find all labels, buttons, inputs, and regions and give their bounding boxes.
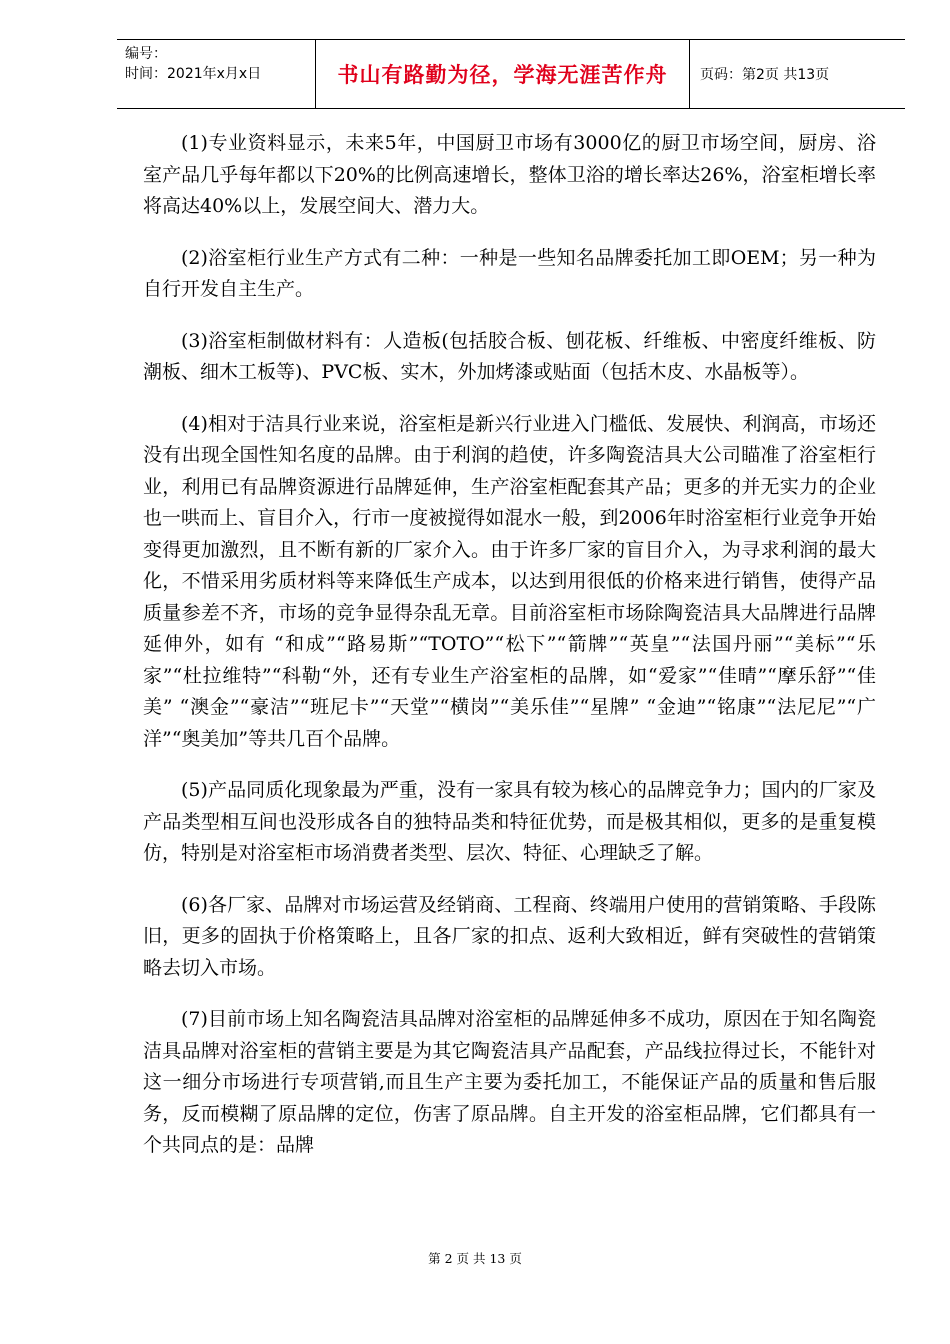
header-page-label: 页码：第2页 共13页 — [700, 67, 830, 83]
document-time-label: 时间：2021年x月x日 — [125, 66, 262, 82]
page-header — [117, 39, 905, 109]
page-footer: 第 2 页 共 13 页 — [428, 1251, 522, 1266]
header-slogan: 书山有路勤为径，学海无涯苦作舟 — [337, 63, 668, 87]
paragraph-6: (6)各厂家、品牌对市场运营及经销商、工程商、终端用户使用的营销策略、手段陈旧，更多的固执于价格策略上，且各厂家的扣点、返利大致相近，鲜有突破性的营销策略去切入市场。 — [143, 893, 876, 979]
paragraph-1: (1)专业资料显示，未来5年，中国厨卫市场有3000亿的厨卫市场空间，厨房、浴室产品几乎每年都以下20%的比例高速增长，整体卫浴的增长率达26%，浴室柜增长率将高达40%以上，发展空间大、潜力大。 — [143, 132, 876, 217]
paragraph-3: (3)浴室柜制做材料有：人造板(包括胶合板、刨花板、纤维板、中密度纤维板、防潮板、细木工板等)、PVC板、实木，外加烤漆或贴面（包括木皮、水晶板等）。 — [143, 329, 876, 383]
paragraph-4: (4)相对于洁具行业来说，浴室柜是新兴行业进入门槛低、发展快、利润高，市场还没有出现全国性知名度的品牌。由于利润的趋使，许多陶瓷洁具大公司瞄准了浴室柜行业，利用已有品牌资源进行品牌延伸，生产浴室柜配套其产品；更多的并无实力的企业也一哄而上、盲目介入，行市一度被搅得如混水一般，到2006年时浴室柜行业竞争开始变得更加激烈，且不断有新的厂家介入。由于许多厂家的盲目介入，为寻求利润的最大化，不惜采用劣质材料等来降低生产成本，以达到用很低的价格来进行销售，使得产品质量参差不齐，市场的竞争显得杂乱无章。目前浴室柜市场除陶瓷洁具大品牌进行品牌延伸外，如有 “和成”“路易斯”“TOTO”“松下”“箭牌”“英皇”“法国丹丽”“美标”“乐家”“杜拉维特”“科勒“外，还有专业生产浴室柜的品牌，如“爱家”“佳晴”“摩乐舒”“佳美” “澳金”“豪洁”“班尼卡”“天堂”“横岗”“美乐佳”“星牌” “金迪”“铭康”“法尼尼”“广洋”“奥美加”等共几百个品牌。 — [143, 412, 876, 750]
paragraph-7: (7)目前市场上知名陶瓷洁具品牌对浴室柜的品牌延伸多不成功，原因在于知名陶瓷洁具品牌对浴室柜的营销主要是为其它陶瓷洁具产品配套，产品线拉得过长，不能针对这一细分市场进行专项营销,而且生产主要为委托加工，不能保证产品的质量和售后服务，反而模糊了原品牌的定位，伤害了原品牌。自主开发的浴室柜品牌，它们都具有一个共同点的是：品牌 — [143, 1008, 876, 1156]
header-page-cell — [690, 40, 905, 108]
document-body — [143, 128, 876, 1182]
document-number-label: 编号： — [125, 46, 167, 62]
paragraph-5: (5)产品同质化现象最为严重，没有一家具有较为核心的品牌竞争力；国内的厂家及产品类型相互间也没形成各自的独特品类和特征优势，而是极其相似，更多的是重复模仿，特别是对浴室柜市场消费者类型、层次、特征、心理缺乏了解。 — [143, 779, 876, 864]
header-slogan-cell — [315, 40, 690, 108]
header-meta — [117, 40, 315, 108]
paragraph-2: (2)浴室柜行业生产方式有二种：一种是一些知名品牌委托加工即OEM；另一种为自行开发自主生产。 — [143, 246, 876, 300]
